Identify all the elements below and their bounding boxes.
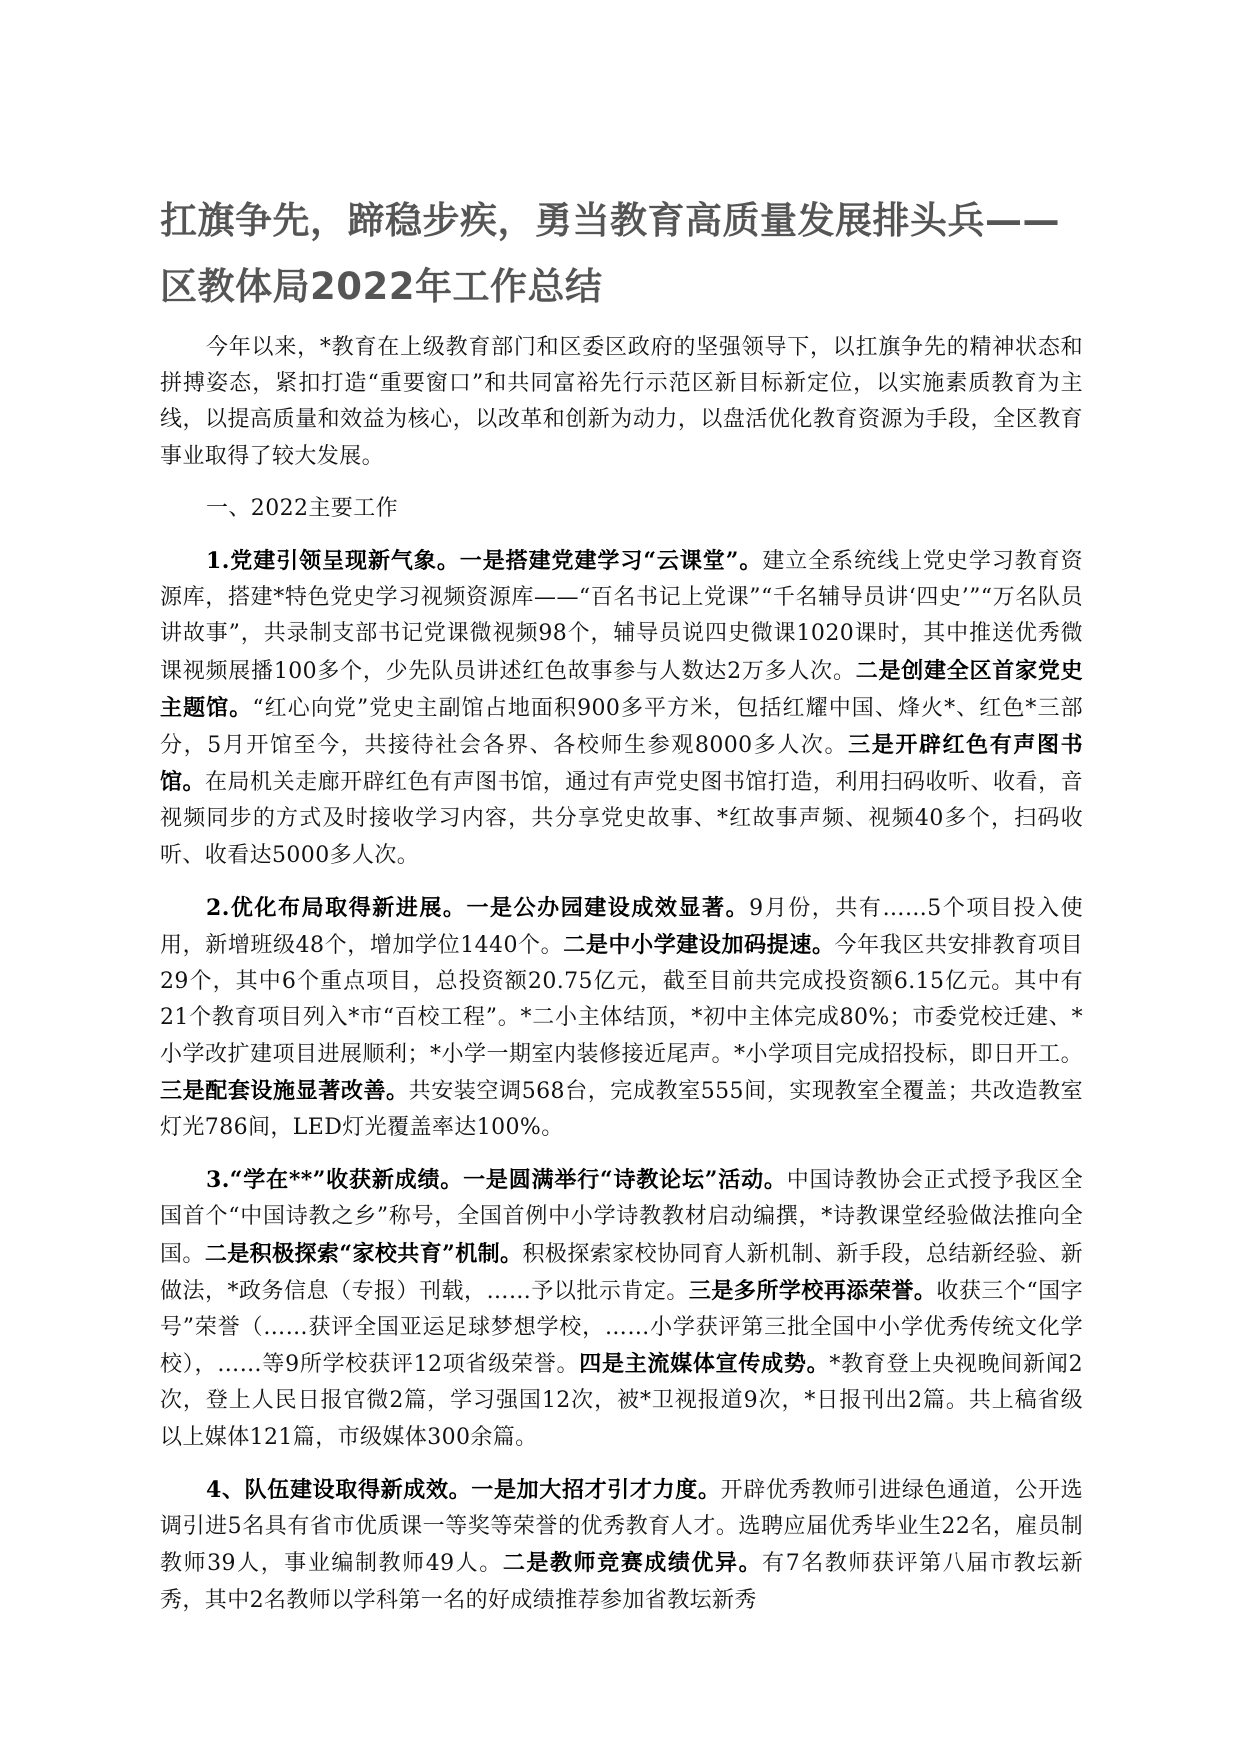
bold-lead: 三是多所学校再添荣誉。 <box>688 1277 937 1304</box>
bold-lead: 1.党建引领呈现新气象。一是搭建党建学习“云课堂”。 <box>206 548 763 575</box>
paragraph-text: 建立全系统线上党史学习教育资源库，搭建*特色党史学习视频资源库——“百名书记上党课”“千名辅导员讲‘四史’”“万名队员讲故事”，共录制支部书记党课微视频98个，辅导员说四史微课1020课时，其中推送优秀微课视频展播100多个，少先队员讲述红色故事参与人数达2万多人次。 <box>160 549 1083 684</box>
bold-lead: 3.“学在**”收获新成绩。一是圆满举行“诗教论坛”活动。 <box>206 1167 787 1194</box>
paragraph-text: 收获三个“国字号”荣誉（……获评全国亚运足球梦想学校，……小学获评第三批全国中小学优秀传统文化学校），……等9所学校获评12项省级荣誉。 <box>160 1278 1083 1378</box>
paragraph-text: 在局机关走廊开辟红色有声图书馆，通过有声党史图书馆打造，利用扫码收听、收看，音视频同步的方式及时接收学习内容，共分享党史故事、*红故事声频、视频40多个，扫码收听、收看达5000多人次。 <box>160 770 1083 868</box>
bold-lead: 4、队伍建设取得新成效。一是加大招才引才力度。 <box>206 1476 721 1503</box>
paragraph-layout-optimization <box>160 890 1083 1146</box>
intro-paragraph: 今年以来，*教育在上级教育部门和区委区政府的坚强领导下，以扛旗争先的精神状态和拼搏姿态，紧扣打造“重要窗口”和共同富裕先行示范区新目标新定位，以实施素质教育为主线，以提高质量和效益为核心，以改革和创新为动力，以盘活优化教育资源为手段，全区教育事业取得了较大发展。 <box>160 335 1083 469</box>
title-line-2: 区教体局2022年工作总结 <box>160 265 603 308</box>
bold-lead: 2.优化布局取得新进展。一是公办园建设成效显著。 <box>206 894 750 921</box>
bold-lead: 二是积极探索“家校共育”机制。 <box>204 1240 523 1267</box>
bold-lead: 三是开辟红色有声图书馆。 <box>160 732 1083 796</box>
bold-lead: 二是创建全区首家党史主题馆。 <box>160 657 1083 721</box>
paragraph-text: 今年我区共安排教育项目29个，其中6个重点项目，总投资额20.75亿元，截至目前共完成投资额6.15亿元。其中有21个教育项目列入*市“百校工程”。*二小主体结顶，*初中主体完成80%；市委党校迁建、*小学改扩建项目进展顺利；*小学一期室内装修接近尾声。*小学项目完成招投标，即日开工。 <box>160 933 1083 1067</box>
paragraph-text: 积极探索家校协同育人新机制、新手段，总结新经验、新做法，*政务信息（专报）刊载，……予以批示肯定。 <box>160 1241 1083 1304</box>
paragraph-learning-achievements <box>160 1162 1083 1456</box>
bold-lead: 四是主流媒体宣传成势。 <box>579 1351 830 1378</box>
bold-lead: 三是配套设施显著改善。 <box>160 1077 409 1104</box>
paragraph-text: *教育登上央视晚间新闻2次，登上人民日报官微2篇，学习强国12次，被*卫视报道9次，*日报刊出2篇。共上稿省级以上媒体121篇，市级媒体300余篇。 <box>160 1352 1083 1450</box>
paragraph-party-building <box>160 543 1083 874</box>
paragraph-text: “红心向党”党史主副馆占地面积900多平方米，包括红耀中国、烽火*、红色*三部分，5月开馆至今，共接待社会各界、各校师生参观8000多人次。 <box>160 695 1083 759</box>
title-line-1: 扛旗争先，蹄稳步疾，勇当教育高质量发展排头兵—— <box>160 199 1060 242</box>
bold-lead: 二是教师竞赛成绩优异。 <box>502 1550 763 1577</box>
bold-lead: 二是中小学建设加码提速。 <box>563 932 835 959</box>
document-body <box>160 330 1083 1635</box>
document-title <box>160 188 1110 320</box>
paragraph-text: 开辟优秀教师引进绿色通道，公开选调引进5名具有省市优质课一等奖等荣誉的优秀教育人才。选聘应届优秀毕业生22名，雇员制教师39人，事业编制教师49人。 <box>160 1477 1083 1577</box>
paragraph-team-building <box>160 1472 1083 1619</box>
section-heading: 一、2022主要工作 <box>206 495 398 521</box>
paragraph-text: 中国诗教协会正式授予我区全国首个“中国诗教之乡”称号，全国首例中小学诗教教材启动编撰，*诗教课堂经验做法推向全国。 <box>160 1168 1083 1267</box>
paragraph-text: 有7名教师获评第八届市教坛新秀，其中2名教师以学科第一名的好成绩推荐参加省教坛新秀 <box>160 1551 1083 1613</box>
paragraph-text: 共安装空调568台，完成教室555间，实现教室全覆盖；共改造教室灯光786间，LED灯光覆盖率达100%。 <box>160 1078 1083 1141</box>
paragraph-text: 9月份，共有……5个项目投入使用，新增班级48个，增加学位1440个。 <box>160 895 1083 959</box>
